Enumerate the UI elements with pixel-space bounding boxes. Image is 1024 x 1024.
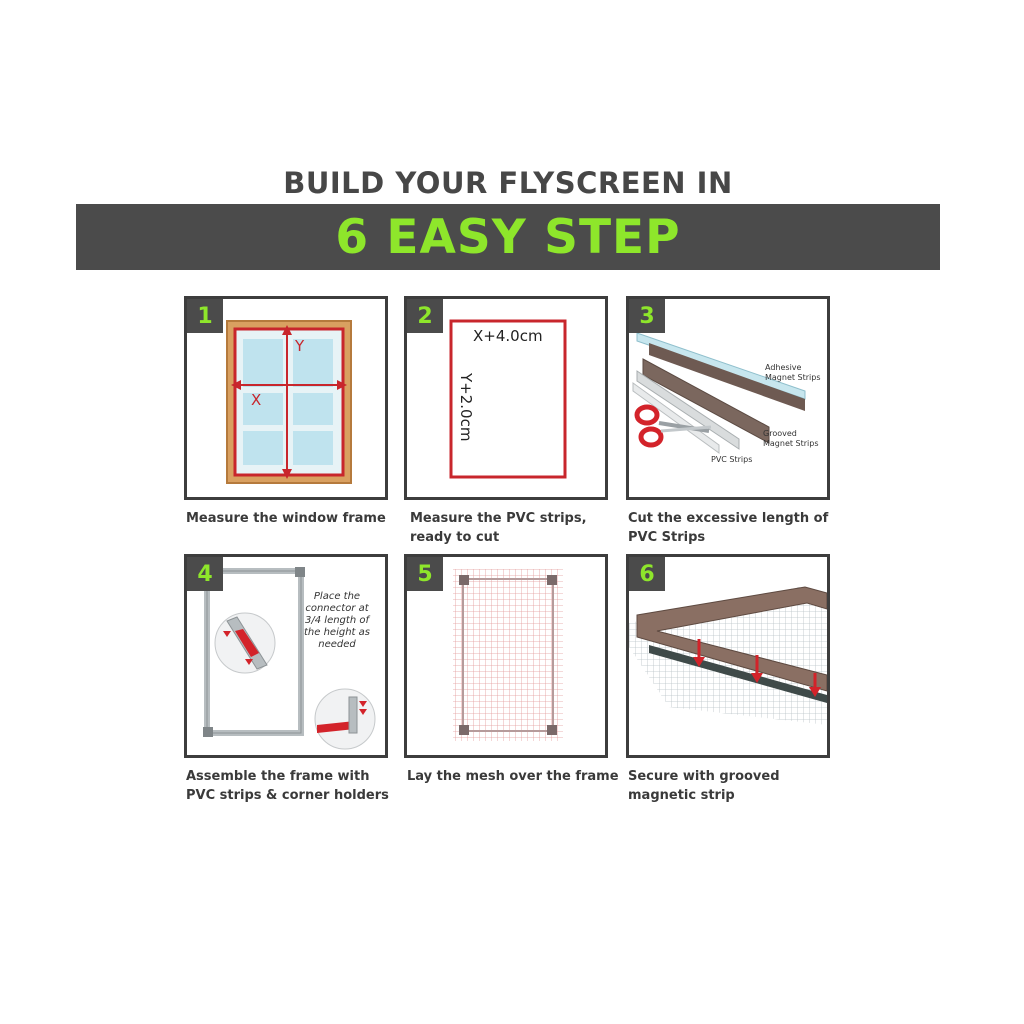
step-4-caption: Assemble the frame with PVC strips & corner holders [186, 769, 389, 803]
width-label: X+4.0cm [473, 327, 543, 345]
step-4-panel [184, 554, 388, 758]
step-2-caption: Measure the PVC strips, ready to cut [410, 511, 587, 545]
title-banner [76, 204, 940, 270]
step-number-badge: 5 [407, 557, 443, 591]
headline: BUILD YOUR FLYSCREEN IN [283, 166, 733, 200]
pvc-label: PVC Strips [711, 455, 753, 464]
connector-note: Place the connector at 3/4 length of the height as needed [304, 591, 370, 650]
step-2-panel [404, 296, 608, 500]
scissors-handle [641, 429, 661, 445]
step-number-badge: 3 [629, 299, 665, 333]
step-3-caption: Cut the excessive length of PVC Strips [628, 511, 829, 545]
step-number-badge: 6 [629, 557, 665, 591]
step-5-panel [404, 554, 608, 758]
glass-pane [243, 393, 283, 425]
banner-title: 6 EASY STEP [335, 209, 681, 265]
x-label: X [251, 391, 262, 409]
corner-holder [295, 567, 305, 577]
adhesive-label: Adhesive [765, 363, 802, 372]
step-number-badge: 2 [407, 299, 443, 333]
glass-pane [293, 393, 333, 425]
glass-pane [243, 339, 283, 387]
step-6-caption: Secure with grooved magnetic strip [628, 769, 780, 803]
adhesive-label: Magnet Strips [765, 373, 821, 382]
step-3-panel [626, 296, 830, 500]
mesh-sheet [453, 569, 563, 741]
y-label: Y [295, 337, 305, 355]
scissors-handle [637, 407, 657, 423]
glass-pane [293, 431, 333, 465]
corner-zoom [315, 689, 375, 749]
glass-pane [243, 431, 283, 465]
step-5-caption: Lay the mesh over the frame [407, 769, 619, 784]
grooved-label: Grooved [763, 429, 797, 438]
step-6-panel [626, 554, 830, 758]
corner-holder [203, 727, 213, 737]
grooved-label: Magnet Strips [763, 439, 819, 448]
step-number-badge: 1 [187, 299, 223, 333]
step-1-panel [184, 296, 388, 500]
step-number-badge: 4 [187, 557, 223, 591]
step-1-caption: Measure the window frame [186, 511, 386, 526]
height-label: Y+2.0cm [457, 373, 475, 442]
